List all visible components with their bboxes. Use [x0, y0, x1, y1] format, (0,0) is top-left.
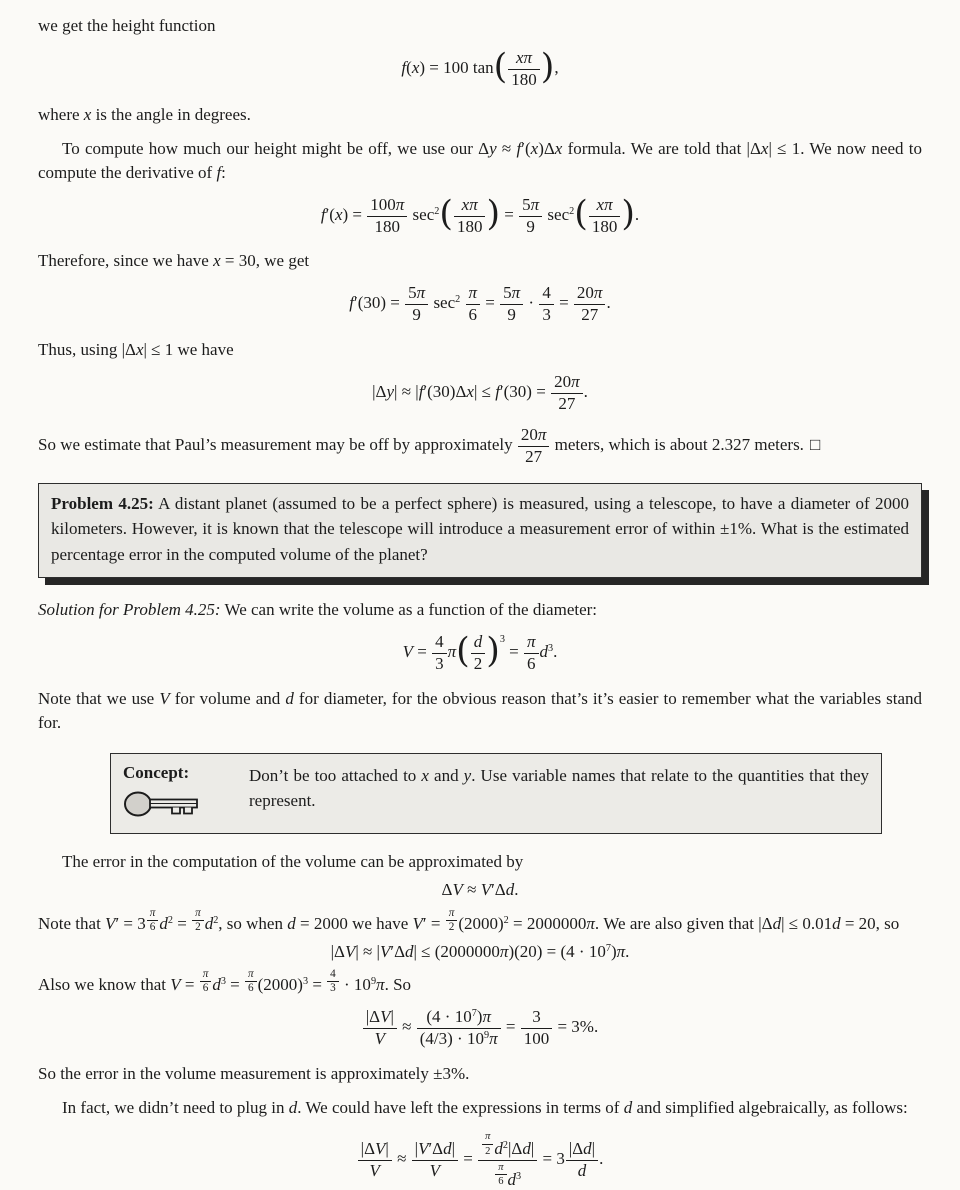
display-equation-delta-v-bound: $|\Delta V| \approx |V'\Delta d| \le (2000000\pi)(20) = (4 \cdot 10^7)\pi$.	[330, 941, 630, 961]
concept-text: Don’t be too attached to x and y. Use variable names that relate to the quantities that they represent.	[249, 765, 870, 811]
display-equation-algebraic: $\frac{|\Delta V|}{V}$ ≈ $\frac{|V'\Delta d|}{V}$ = $\frac{\pi}{2}$ $d^2|\Delta d|$ $\frac{\pi}{6}$ $d^3$ = 3 $\frac{|\Delta d|}{d}$ .	[38, 1131, 922, 1190]
display-equation-height-function: f(x) = 100 tan( $\frac{x\pi}{180}$ ),	[401, 46, 559, 89]
solution-label: Solution for Problem 4.25:	[38, 600, 221, 620]
solution-rest: We can write the volume as a function of the diameter:	[220, 600, 598, 620]
qed-square: □	[809, 435, 821, 455]
display-equation-volume: V = $\frac{4}{3}$ π( $\frac{d}{2}$ )$^3$ = $\frac{\pi}{6}$ $d^3$.	[402, 631, 558, 673]
paragraph-intro: we get the height function	[38, 16, 216, 35]
concept-box	[110, 753, 882, 834]
paragraph-therefore: Therefore, since we have x = 30, we get	[38, 251, 310, 271]
paragraph-note-variables: Note that we use V for volume and d for diameter, for the obvious reason that’s it’s easier to remember what the variables stand for.	[38, 688, 923, 732]
paragraph-note-v-prime: Note that V′ = 3 $\frac{\pi}{6}$ $d^2$ = $\frac{\pi}{2}$ $d^2$, so when d = 2000 we have V′ = $\frac{\pi}{2}$ $(2000)^2 = 2000000\pi$. We are also given that |Δd| ≤ 0.01d = 20, so	[38, 906, 900, 933]
display-equation-percentage: $\frac{|\Delta V|}{V}$ ≈ $\frac{(4 \cdot 10^7)\pi}{(4/3) \cdot 10^9\pi}$ = $\frac{3}{100}$ = 3%.	[38, 1008, 922, 1049]
paragraph-error-volume: The error in the computation of the volume can be approximated by	[62, 851, 524, 871]
paragraph-solution-lead	[38, 598, 922, 622]
problem-body: A distant planet (assumed to be a perfect sphere) is measured, using a telescope, to have a diameter of 2000 kilometers. However, it is known that the telescope will introduce a measurement error of within ±1%. What is the estimated percentage error in the computed volume of the planet?	[51, 493, 910, 564]
paragraph-angle-degrees: where x is the angle in degrees.	[38, 104, 251, 124]
display-equation-delta-v: ΔV ≈ V′Δd.	[441, 880, 519, 899]
paragraph-thus: Thus, using |Δx| ≤ 1 we have	[38, 339, 234, 359]
problem-box	[38, 483, 922, 579]
concept-left-column	[123, 763, 249, 824]
display-equation-delta-y-bound: |Δy| ≈ |f′(30)Δx| ≤ f′(30) = $\frac{20\pi}{27}$ .	[372, 371, 588, 413]
key-icon	[123, 787, 249, 824]
paragraph-estimate-conclusion: So we estimate that Paul’s measurement may be off by approximately $\frac{20\pi}{27}$ meters, which is about 2.327 meters. □	[38, 425, 821, 466]
paragraph-also-we-know: Also we know that V = $\frac{\pi}{6}$ $d^3$ = $\frac{\pi}{6}$ $(2000)^3$ = $\frac{4}{3}$ · $10^9\pi$. So	[38, 968, 412, 995]
concept-label: Concept:	[123, 762, 190, 782]
display-equation-f-prime-30: f′(30) = $\frac{5\pi}{9}$ $\sec^2$ $\frac{\pi}{6}$ = $\frac{5\pi}{9}$ · $\frac{4}{3}$ = $\frac{20\pi}{27}$ .	[349, 283, 611, 325]
paragraph-error-conclusion: So the error in the volume measurement is approximately ±3%.	[38, 1063, 470, 1083]
paragraph-compute-error: To compute how much our height might be off, we use our Δy ≈ f′(x)Δx formula. We are told that |Δx| ≤ 1. We now need to compute the derivative of f:	[38, 138, 923, 182]
problem-label: Problem 4.25:	[51, 493, 154, 513]
display-equation-derivative: f′(x) = $\frac{100\pi}{180}$ $\sec^2$( $\frac{x\pi}{180}$ ) = $\frac{5\pi}{9}$ $\sec^2$( $\frac{x\pi}{180}$ ).	[320, 193, 640, 236]
paragraph-in-fact: In fact, we didn’t need to plug in d. We could have left the expressions in terms of d and simplified algebraically, as follows:	[62, 1097, 908, 1117]
